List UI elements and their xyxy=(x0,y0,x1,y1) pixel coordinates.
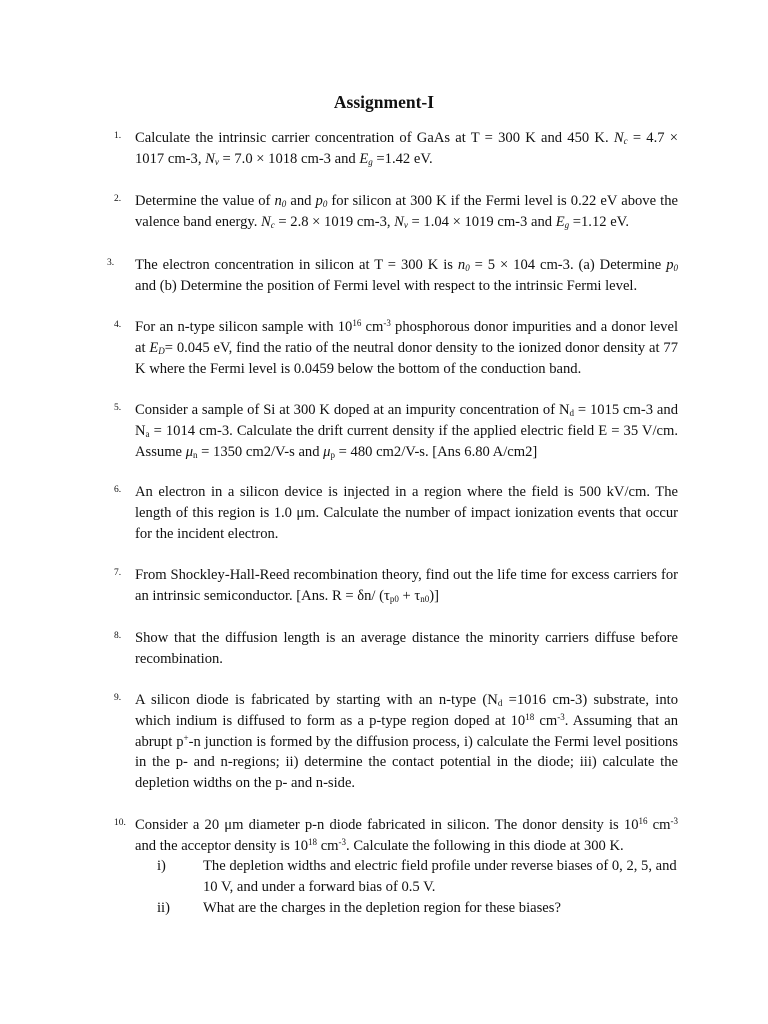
sub-item-number: ii) xyxy=(157,900,170,916)
question-number: 4. xyxy=(114,320,122,330)
question-text: Consider a 20 μm diameter p-n diode fabricated in silicon. The donor density is $10^{16}$ $cm^{-3}$ and the acceptor density is $10^{18}$ $cm^{-3}$. Calculate the following in this diode at 300 K. xyxy=(135,816,679,854)
question-number: 2. xyxy=(114,194,122,204)
question-text: The electron concentration in silicon at T = 300 K is $n_0 = 5 \times 104$ cm-3. (a) Determine $p_0$ and (b) Determine the position of Fermi level with respect to the intrinsic Fermi level. xyxy=(135,257,678,294)
question-text: From Shockley-Hall-Reed recombination theory, find out the life time for excess carriers for an intrinsic semiconductor. [Ans. R = δn/ $(\tau_{p0} + \tau_{n0})$] xyxy=(135,567,678,604)
question-text: Show that the diffusion length is an average distance the minority carriers diffuse before recombination. xyxy=(135,630,678,667)
question-number: 6. xyxy=(114,485,122,495)
sub-item-text: The depletion widths and electric field profile under reverse biases of 0, 2, 5, and 10 V, and under a forward bias of 0.5 V. xyxy=(203,858,677,895)
question-number: 8. xyxy=(114,631,122,641)
question-text: For an n-type silicon sample with $10^{16}$ $cm^{-3}$ phosphorous donor impurities and a donor level at $E_D= 0.045$ eV, find the ratio of the neutral donor density to the ionized donor density at 77 K where the Fermi level is 0.0459 below the bottom of the conduction band. xyxy=(135,318,679,377)
question-text: Determine the value of $n_0$ and $p_0$ for silicon at 300 K if the Fermi level is 0.22 eV above the valence band energy. $N_c = 2.8 \times 1019$ cm-3, $N_v = 1.04 \times 1019$ cm-3 and $E_g =1.12$ eV. xyxy=(135,193,678,230)
sub-item-text: What are the charges in the depletion region for these biases? xyxy=(203,900,561,916)
question-text: A silicon diode is fabricated by starting with an n-type ($N_d =1016$ cm-3) substrate, into which indium is diffused to form as a p-type region doped at $10^{18}$ $cm^{-3}$. Assuming that an abrupt p+-n junction is formed by the diffusion process, i) calculate the Fermi level positions in the p- and n-regions; ii) determine the contact potential in the diode; iii) calculate the depletion widths on the p- and n-side. xyxy=(135,692,679,792)
question-number: 1. xyxy=(114,131,122,141)
question-text: Consider a sample of Si at 300 K doped at an impurity concentration of $N_d = 1015$ cm-3 and $N_a = 1014$ cm-3. Calculate the drift current density if the applied electric field E = 35 V/cm. Assume $\mu_n = 1350$ cm2/V-s and $\mu_p = 480$ cm2/V-s. [Ans 6.80 A/cm2] xyxy=(135,402,678,460)
question-number: 3. xyxy=(107,258,115,268)
page-title: Assignment-I xyxy=(333,92,435,112)
question-text: Calculate the intrinsic carrier concentration of GaAs at T = 300 K and 450 K. $N_c = 4.7 \times 1017$ cm-3, $N_v = 7.0 \times 1018$ cm-3 and $E_g =1.42$ eV. xyxy=(135,130,678,167)
question-number: 5. xyxy=(114,403,122,413)
question-number: 9. xyxy=(114,693,122,703)
question-number: 7. xyxy=(114,568,122,578)
question-text: An electron in a silicon device is injected in a region where the field is 500 kV/cm. The length of this region is 1.0 μm. Calculate the number of impact ionization events that occur for the incident electron. xyxy=(135,484,678,542)
question-number: 10. xyxy=(114,818,126,828)
sub-item-number: i) xyxy=(157,858,166,874)
